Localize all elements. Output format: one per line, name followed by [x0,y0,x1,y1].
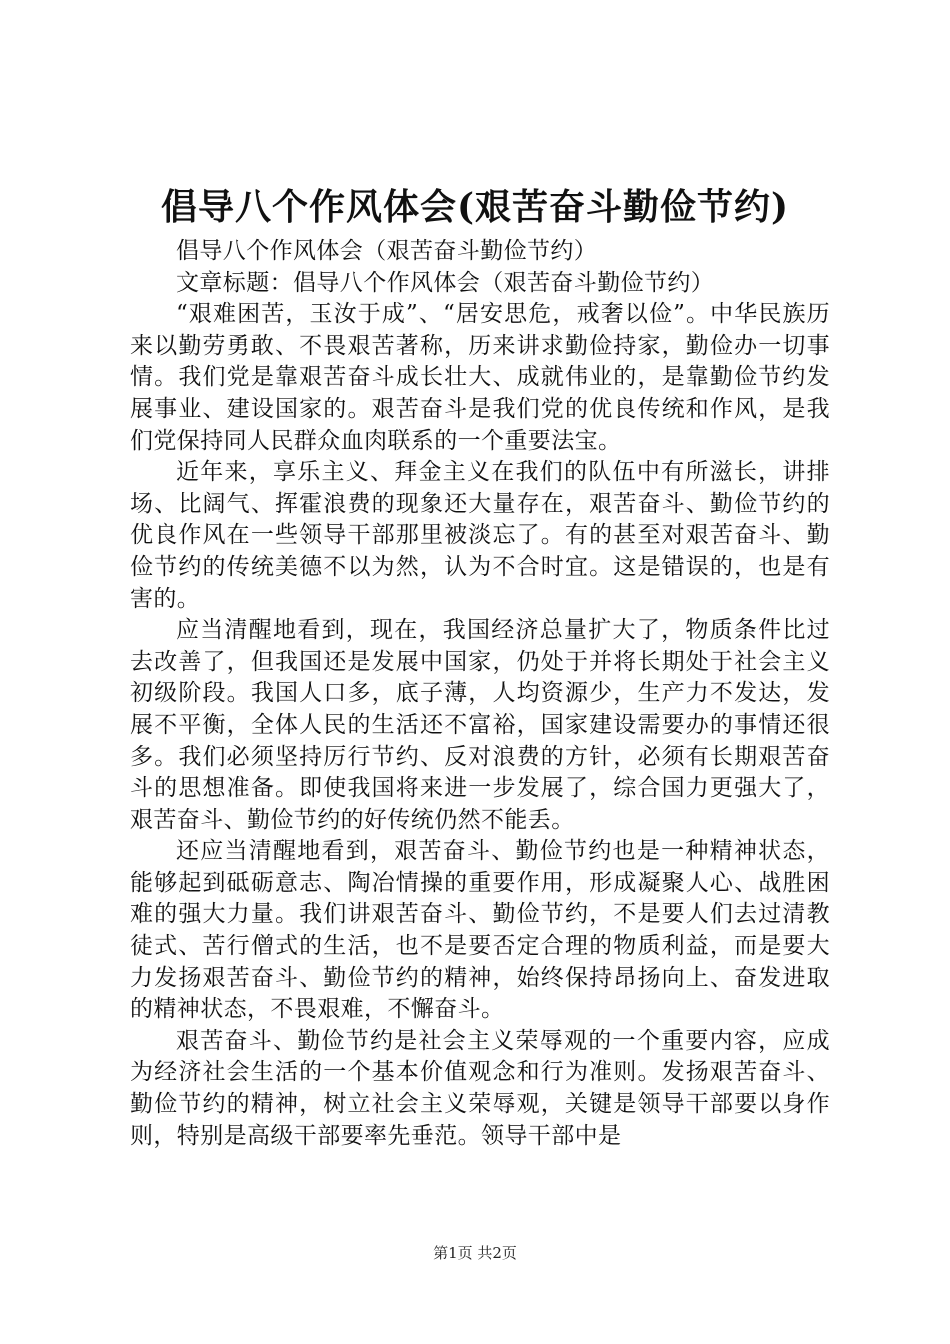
paragraph: 近年来，享乐主义、拜金主义在我们的队伍中有所滋长，讲排场、比阔气、挥霍浪费的现象还大量存在，艰苦奋斗、勤俭节约的优良作风在一些领导干部那里被淡忘了。有的甚至对艰苦奋斗、勤俭节约的传统美德不以为然，认为不合时宜。这是错误的，也是有害的。 [130,459,830,612]
paragraph: 艰苦奋斗、勤俭节约是社会主义荣辱观的一个重要内容，应成为经济社会生活的一个基本价值观念和行为准则。发扬艰苦奋斗、勤俭节约的精神，树立社会主义荣辱观，关键是领导干部要以身作则，特别是高级干部要率先垂范。领导干部中是 [130,1027,830,1149]
paragraph-article-title: 文章标题：倡导八个作风体会（艰苦奋斗勤俭节约） [176,269,715,296]
paragraph-subtitle: 倡导八个作风体会（艰苦奋斗勤俭节约） [176,238,598,264]
paragraph: 还应当清醒地看到，艰苦奋斗、勤俭节约也是一种精神状态，能够起到砥砺意志、陶冶情操的重要作用，形成凝聚人心、战胜困难的强大力量。我们讲艰苦奋斗、勤俭节约，不是要人们去过清教徒式、苦行僧式的生活，也不是要否定合理的物质利益，而是要大力发扬艰苦奋斗、勤俭节约的精神，始终保持昂扬向上、奋发进取的精神状态，不畏艰难，不懈奋斗。 [130,838,830,1023]
document-title: 倡导八个作风体会(艰苦奋斗勤俭节约) [160,186,790,228]
document-body [130,236,830,1152]
page-footer: 第1页 共2页 [433,1244,517,1262]
paragraph: “艰难困苦，玉汝于成”、“居安思危，戒奢以俭”。中华民族历来以勤劳勇敢、不畏艰苦著称，历来讲求勤俭持家，勤俭办一切事情。我们党是靠艰苦奋斗成长壮大、成就伟业的，是靠勤俭节约发展事业、建设国家的。艰苦奋斗是我们党的优良传统和作风，是我们党保持同人民群众血肉联系的一个重要法宝。 [130,301,830,454]
paragraph: 应当清醒地看到，现在，我国经济总量扩大了，物质条件比过去改善了，但我国还是发展中国家，仍处于并将长期处于社会主义初级阶段。我国人口多，底子薄，人均资源少，生产力不发达，发展不平衡，全体人民的生活还不富裕，国家建设需要办的事情还很多。我们必须坚持厉行节约、反对浪费的方针，必须有长期艰苦奋斗的思想准备。即使我国将来进一步发展了，综合国力更强大了，艰苦奋斗、勤俭节约的好传统仍然不能丢。 [130,617,830,833]
